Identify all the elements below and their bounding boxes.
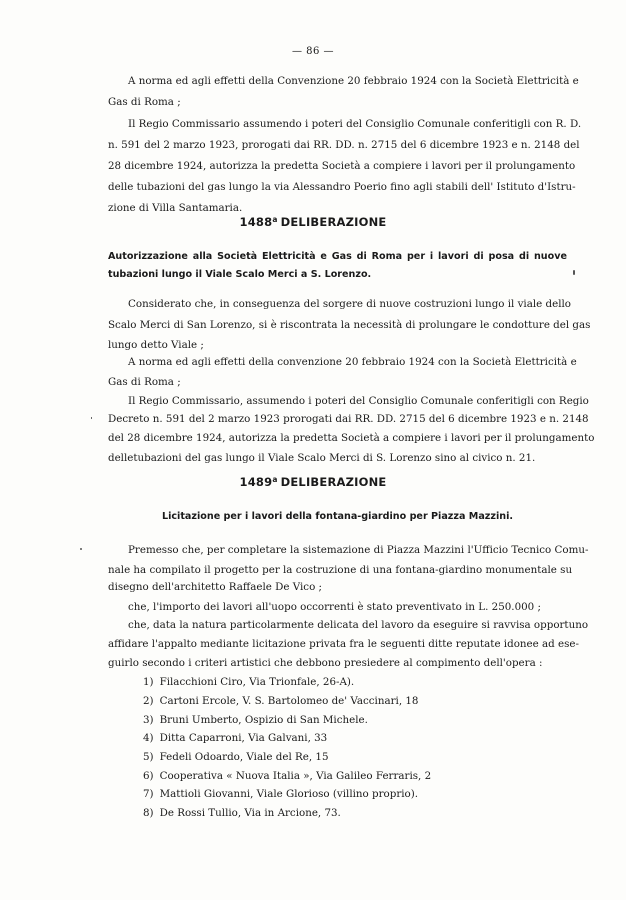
d1488-line-6: Il Regio Commissario, assumendo i poteri del Consiglio Comunale conferitigli con Regio	[128, 395, 589, 407]
heading-1489	[0, 475, 626, 489]
d1489-line-4: che, l'importo dei lavori all'uopo occorrenti è stato preventivato in L. 250.000 ;	[128, 601, 541, 613]
top-line-3: Il Regio Commissario assumendo i poteri del Consiglio Comunale conferitigli con R. D.	[128, 118, 582, 130]
d1488-line-9: delletubazioni del gas lungo il Viale Scalo Merci di S. Lorenzo sino al civico n. 21.	[108, 452, 536, 464]
firm-text: Fedeli Odoardo, Viale del Re, 15	[159, 751, 329, 763]
firm-number: 2)	[143, 695, 154, 707]
heading-1489-number: 1489	[239, 475, 273, 489]
firm-text: Cartoni Ercole, V. S. Bartolomeo de' Vaccinari, 18	[159, 695, 419, 707]
d1489-line-5: che, data la natura particolarmente delicata del lavoro da eseguire si ravvisa opportuno	[128, 619, 589, 631]
firm-text: Ditta Caparroni, Via Galvani, 33	[159, 732, 328, 744]
d1488-line-2: Scalo Merci di San Lorenzo, si è riscontrata la necessità di prolungare le condotture del gas	[108, 319, 591, 331]
subject-1488-line-1: Autorizzazione alla Società Elettricità e Gas di Roma per i lavori di posa di nuove	[108, 251, 567, 262]
firm-text: Mattioli Giovanni, Viale Glorioso (villino proprio).	[159, 788, 419, 800]
firm-text: Cooperativa « Nuova Italia », Via Galileo Ferraris, 2	[159, 770, 432, 782]
top-line-1: A norma ed agli effetti della Convenzione 20 febbraio 1924 con la Società Elettricità e	[128, 75, 579, 87]
heading-1488-number: 1488	[239, 215, 273, 229]
heading-1488	[0, 215, 626, 229]
firm-item	[143, 787, 418, 801]
page-number: — 86 —	[291, 46, 335, 57]
subject-1488-line-2: tubazioni lungo il Viale Scalo Merci a S. Lorenzo.	[108, 269, 372, 280]
firm-item	[143, 713, 368, 727]
top-line-5: 28 dicembre 1924, autorizza la predetta Società a compiere i lavori per il prolungamento	[108, 160, 576, 172]
firm-number: 6)	[143, 770, 154, 782]
scan-speck	[573, 270, 575, 275]
firm-text: Filacchioni Ciro, Via Trionfale, 26-A).	[159, 676, 355, 688]
top-line-7: zione di Villa Santamaria.	[108, 202, 243, 214]
d1489-line-6: affidare l'appalto mediante licitazione privata fra le seguenti ditte reputate idonee ad ese-	[108, 638, 579, 650]
top-line-4: n. 591 del 2 marzo 1923, prorogati dai RR. DD. n. 2715 del 6 dicembre 1923 e n. 2148 del	[108, 139, 580, 151]
subject-1489: Licitazione per i lavori della fontana-giardino per Piazza Mazzini.	[161, 511, 514, 522]
d1488-line-4: A norma ed agli effetti della convenzione 20 febbraio 1924 con la Società Elettricità e	[128, 356, 577, 368]
heading-1489-word: DELIBERAZIONE	[280, 475, 387, 489]
firm-item	[143, 750, 329, 764]
firm-text: De Rossi Tullio, Via in Arcione, 73.	[159, 807, 341, 819]
firm-number: 7)	[143, 788, 154, 800]
firm-item	[143, 806, 341, 820]
d1489-line-7: guirlo secondo i criteri artistici che debbono presiedere al compimento dell'opera :	[108, 657, 543, 669]
d1488-line-7: Decreto n. 591 del 2 marzo 1923 prorogati dai RR. DD. 2715 del 6 dicembre 1923 e n. 2148	[108, 413, 589, 425]
d1488-line-5: Gas di Roma ;	[108, 376, 181, 388]
firm-number: 5)	[143, 751, 154, 763]
scan-speck	[91, 417, 92, 419]
d1489-line-1: Premesso che, per completare la sistemazione di Piazza Mazzini l'Ufficio Tecnico Comu-	[128, 544, 589, 556]
firm-number: 3)	[143, 714, 154, 726]
top-line-6: delle tubazioni del gas lungo la via Alessandro Poerio fino agli stabili dell' Istituto d'Istru-	[108, 181, 576, 193]
firm-number: 1)	[143, 676, 154, 688]
d1489-line-3: disegno dell'architetto Raffaele De Vico ;	[108, 581, 323, 593]
heading-1488-sup: a	[272, 215, 278, 224]
firm-item	[143, 694, 418, 708]
d1489-line-2: nale ha compilato il progetto per la costruzione di una fontana-giardino monumentale su	[108, 564, 573, 576]
firm-number: 8)	[143, 807, 154, 819]
firm-item	[143, 675, 354, 689]
firm-item	[143, 769, 431, 783]
top-line-2: Gas di Roma ;	[108, 96, 181, 108]
heading-1488-word: DELIBERAZIONE	[280, 215, 387, 229]
heading-1489-sup: a	[272, 475, 278, 484]
d1488-line-1: Considerato che, in conseguenza del sorgere di nuove costruzioni lungo il viale dello	[128, 298, 571, 310]
d1488-line-8: del 28 dicembre 1924, autorizza la predetta Società a compiere i lavori per il prolungamento	[108, 432, 595, 444]
firm-text: Bruni Umberto, Ospizio di San Michele.	[159, 714, 368, 726]
d1488-line-3: lungo detto Viale ;	[108, 339, 204, 351]
scan-speck	[80, 548, 82, 550]
firm-item	[143, 731, 327, 745]
firm-number: 4)	[143, 732, 154, 744]
